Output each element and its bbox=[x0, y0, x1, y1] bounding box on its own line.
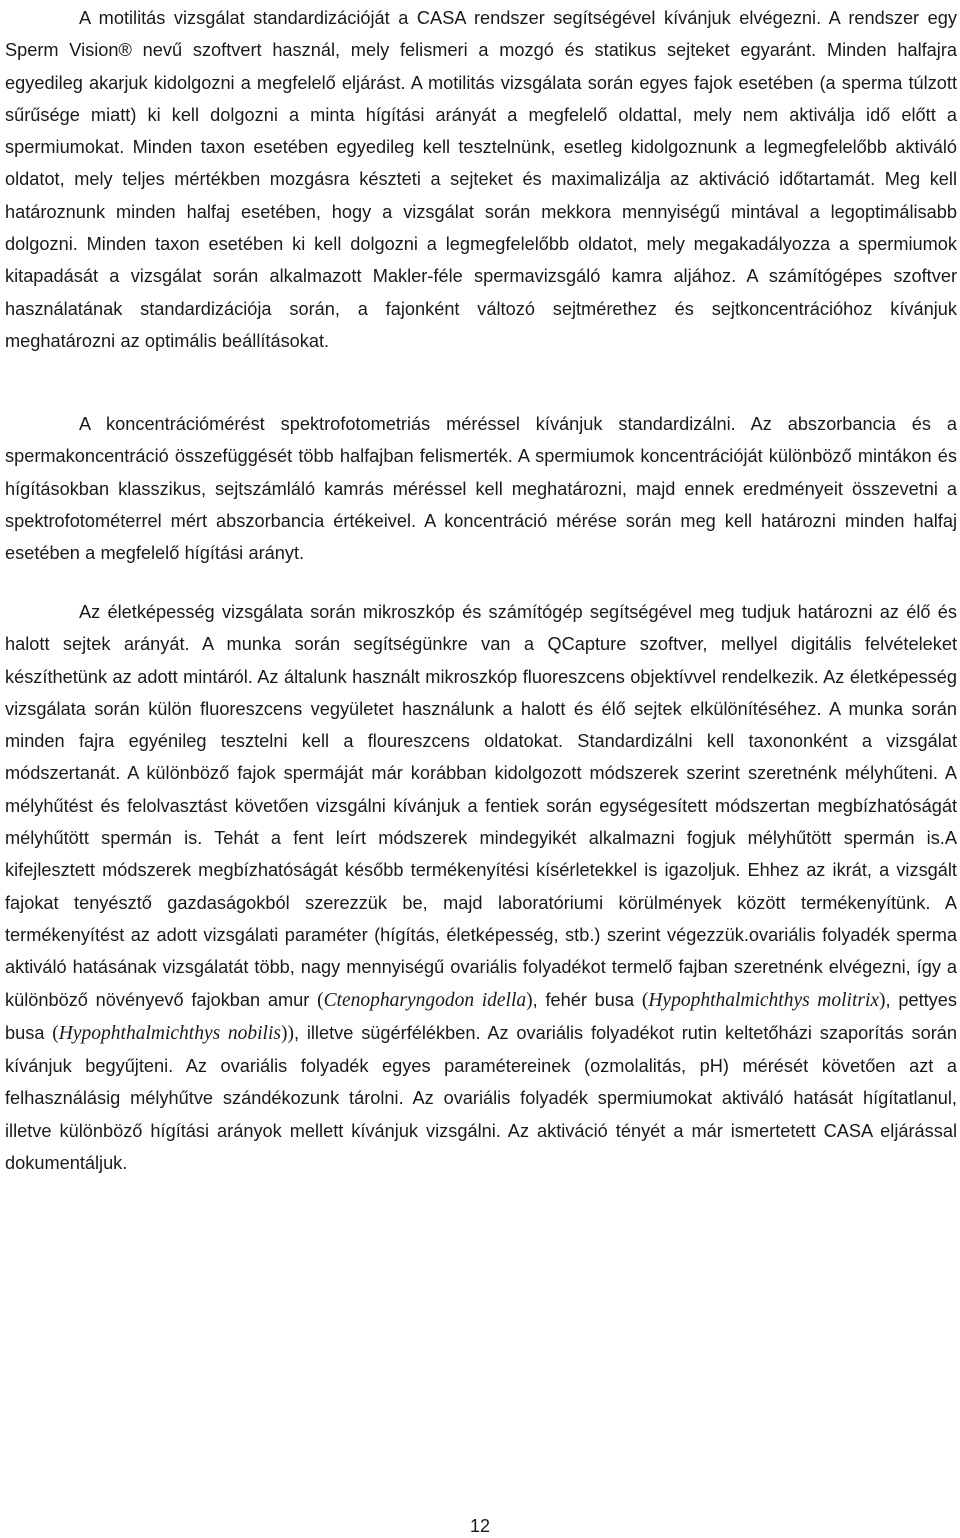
paragraph-viability-text-3: , pettyes busa bbox=[5, 989, 957, 1043]
paren-close-1: ) bbox=[526, 989, 533, 1011]
paren-close-3: )) bbox=[280, 1022, 294, 1044]
species-name-amur: Ctenopharyngodon idella bbox=[323, 989, 527, 1011]
paragraph-viability bbox=[5, 596, 957, 1179]
paragraph-casa-motility-intro: A motilitás vizsgálat standardizációját a CASA rendszer segítségével kívánjuk elvégezni. A rendszer egy Sperm Vision® nevű szoftvert használ, mely felismeri a mozgó és statikus sejteket egyaránt. Minden halfajra egyedileg akarjuk kidolgozni a megfelelő eljárást. bbox=[5, 8, 957, 93]
species-name-bighead-carp: Hypophthalmichthys nobilis bbox=[58, 1022, 281, 1044]
paren-open-2: ( bbox=[641, 989, 649, 1011]
paren-open-1: ( bbox=[317, 989, 324, 1011]
paren-close-2: ) bbox=[879, 989, 886, 1011]
paragraph-viability-text-4: , illetve sügérfélékben. Az ovariális folyadékot rutin keltetőházi szaporítás során kívánjuk begyűjteni. Az ovariális folyadék egyes paramétereinek (ozmolalitás, pH) mérését követően azt a felhasználásig mélyhűtve szándékozunk tárolni. Az ovariális folyadék spermiumokat aktiváló hatását hígítatlanul, illetve különböző hígítási arányok mellett kívánjuk vizsgálni. Az aktiváció tényét a már ismertetett CASA eljárással dokumentáljuk. bbox=[5, 1022, 957, 1174]
paragraph-casa-motility bbox=[5, 2, 957, 357]
paragraph-viability-text-2: , fehér busa bbox=[532, 989, 642, 1010]
page-number: 12 bbox=[469, 1516, 491, 1536]
paragraph-casa-motility-body: A motilitás vizsgálata során egyes fajok esetében (a sperma túlzott sűrűsége miatt) ki kell dolgozni a minta hígítási arányát a megfelelő oldattal, mely nem aktiválja idő előtt a spermiumokat. Minden taxon esetében egyedileg kell tesztelnünk, esetleg kidolgoznunk a legmegfelelőbb aktiváló oldatot, mely teljes mértékben mozgásra készteti a sejteket és maximalizálja az aktiváció időtartamát. Meg kell határoznunk minden halfaj esetében, hogy a vizsgálat során mekkora mennyiségű mintával a legoptimálisabb dolgozni. Minden taxon esetében ki kell dolgozni a legmegfelelőbb oldatot, mely megakadályozza a spermiumok kitapadását a vizsgálat során alkalmazott Makler-féle spermavizsgáló kamra aljához. A számítógépes szoftver használatának standardizációja során, a fajonként változó sejtmérethez és sejtkoncentrációhoz kívánjuk meghatározni az optimális beállításokat. bbox=[5, 72, 958, 351]
paragraph-concentration bbox=[5, 408, 957, 569]
paren-open-3: ( bbox=[52, 1022, 59, 1044]
paragraph-concentration-text: A koncentrációmérést spektrofotometriás méréssel kívánjuk standardizálni. Az abszorbancia és a spermakoncentráció összefüggését több halfajban felismerték. A spermiumok koncentrációját különböző mintákon és hígításokban klasszikus, sejtszámláló kamrás méréssel kell meghatározni, majd ennek eredményeit összevetni a spektrofotométerrel mért abszorbancia értékeivel. A koncentráció mérése során meg kell határozni minden halfaj esetében a megfelelő hígítási arányt. bbox=[5, 414, 957, 564]
paragraph-viability-text-1: Az életképesség vizsgálata során mikroszkóp és számítógép segítségével meg tudjuk határozni az élő és halott sejtek arányát. A munka során segítségünkre van a QCapture szoftver, mellyel digitális felvételeket készíthetünk az adott mintáról. Az általunk használt mikroszkóp fluoreszcens objektívvel rendelkezik. Az életképesség vizsgálata során külön fluoreszcens vegyületet használunk a halott és élő sejtek elkülönítéséhez. A munka során minden fajra egyénileg tesztelni kell a floureszcens oldatokat. Standardizálni kell taxononként a vizsgálat módszertanát. A különböző fajok spermáját már korábban kidolgozott módszerek szerint szeretnénk mélyhűteni. A mélyhűtést és felolvasztást követően vizsgálni kívánjuk a fentiek során egységesített módszertan megbízhatóságát mélyhűtött spermán is. Tehát a fent leírt módszerek mindegyikét alkalmazni fogjuk mélyhűtött spermán is.A kifejlesztett módszerek megbízhatóságát később termékenyítési kísérletekkel is igazoljuk. Ehhez az ikrát, a vizsgált fajokat tenyésztő gazdaságokból szerezzük be, majd laboratóriumi körülmények között termékenyítünk. A termékenyítést az adott vizsgálati paraméter (hígítás, életképesség, stb.) szerint végezzük.ovariális folyadék sperma aktiváló hatásának vizsgálatát több, nagy mennyiségű ovariális folyadékot termelő fajban szeretnénk elvégezni, így a különböző növényevő fajokban amur bbox=[5, 602, 957, 1010]
species-name-silver-carp: Hypophthalmichthys molitrix bbox=[648, 989, 880, 1011]
